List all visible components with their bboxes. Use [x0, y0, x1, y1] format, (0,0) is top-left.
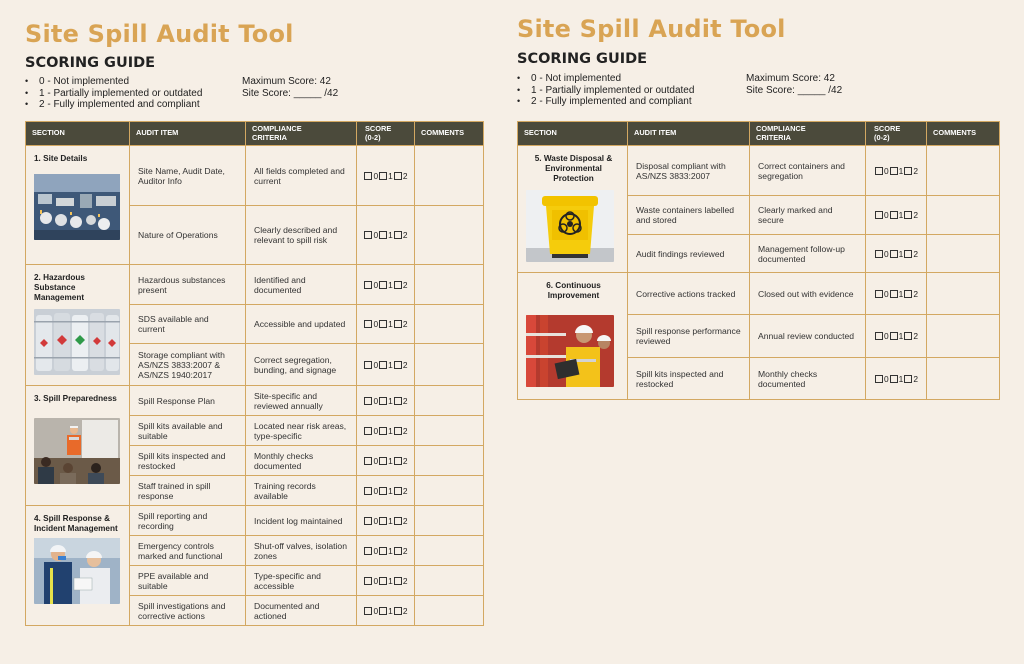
score-checkbox[interactable]	[379, 457, 387, 465]
score-options[interactable]: 0 1 2	[357, 566, 415, 596]
audit-item: Spill kits inspected and restocked	[628, 358, 750, 400]
criteria: Documented and actioned	[246, 596, 357, 626]
col-section: SECTION	[26, 122, 130, 146]
score-checkbox[interactable]	[379, 281, 387, 289]
table-row	[26, 265, 484, 305]
audit-item: PPE available and suitable	[130, 566, 246, 596]
score-checkbox[interactable]	[394, 361, 402, 369]
score-checkbox[interactable]	[890, 250, 898, 258]
score-checkbox[interactable]	[394, 607, 402, 615]
comments-cell[interactable]	[927, 315, 1000, 358]
criteria: Monthly checks documented	[246, 446, 357, 476]
score-checkbox[interactable]	[394, 457, 402, 465]
score-checkbox[interactable]	[394, 547, 402, 555]
audit-item: Storage compliant with AS/NZS 3833:2007 & AS/NZS 1940:2017	[130, 344, 246, 386]
col-criteria: COMPLIANCE CRITERIA	[750, 122, 866, 146]
section-cell	[26, 506, 130, 626]
score-checkbox[interactable]	[394, 577, 402, 585]
page-title: Site Spill Audit Tool	[517, 15, 786, 43]
score-checkbox[interactable]	[904, 332, 912, 340]
score-checkbox[interactable]	[379, 361, 387, 369]
comments-cell[interactable]	[415, 305, 484, 344]
score-checkbox[interactable]	[890, 290, 898, 298]
table-header-row	[26, 122, 484, 146]
scoring-guide-heading: SCORING GUIDE	[517, 51, 648, 67]
section-cell	[26, 146, 130, 265]
criteria: Identified and documented	[246, 265, 357, 305]
site-score: Site Score: _____ /42	[746, 84, 843, 96]
score-checkbox[interactable]	[364, 487, 372, 495]
section-name: 6. Continuous Improvement	[546, 281, 601, 300]
col-score: SCORE (0-2)	[357, 122, 415, 146]
comments-cell[interactable]	[415, 596, 484, 626]
score-checkbox[interactable]	[364, 172, 372, 180]
audit-item: SDS available and current	[130, 305, 246, 344]
score-checkbox[interactable]	[875, 211, 883, 219]
score-options[interactable]: 0 1 2	[357, 446, 415, 476]
score-options[interactable]: 0 1 2	[357, 305, 415, 344]
comments-cell[interactable]	[415, 446, 484, 476]
score-checkbox[interactable]	[875, 290, 883, 298]
score-options[interactable]: 0 1 2	[357, 596, 415, 626]
score-checkbox[interactable]	[364, 427, 372, 435]
legend-item: • 0 - Not implemented	[25, 76, 202, 88]
section-cell	[518, 146, 628, 273]
criteria: Type-specific and accessible	[246, 566, 357, 596]
audit-item: Emergency controls marked and functional	[130, 536, 246, 566]
score-checkbox[interactable]	[394, 231, 402, 239]
biohazard-bin-photo	[526, 190, 614, 262]
criteria: All fields completed and current	[246, 146, 357, 206]
score-checkbox[interactable]	[364, 361, 372, 369]
chemical-drums-photo	[34, 309, 120, 375]
comments-cell[interactable]	[415, 536, 484, 566]
col-comments: COMMENTS	[927, 122, 1000, 146]
comments-cell[interactable]	[927, 196, 1000, 235]
table-row	[26, 386, 484, 416]
comments-cell[interactable]	[415, 416, 484, 446]
score-options[interactable]: 0 1 2	[357, 386, 415, 416]
col-criteria: COMPLIANCE CRITERIA	[246, 122, 357, 146]
score-options[interactable]: 0 1 2	[357, 506, 415, 536]
score-checkbox[interactable]	[890, 332, 898, 340]
score-checkbox[interactable]	[379, 427, 387, 435]
criteria: Training records available	[246, 476, 357, 506]
criteria: Annual review conducted	[750, 315, 866, 358]
section-name: 3. Spill Preparedness	[34, 394, 117, 403]
audit-item: Corrective actions tracked	[628, 273, 750, 315]
scoring-legend	[25, 76, 202, 111]
score-checkbox[interactable]	[394, 517, 402, 525]
legend-item: • 2 - Fully implemented and compliant	[517, 96, 694, 108]
comments-cell[interactable]	[415, 566, 484, 596]
section-cell	[26, 386, 130, 506]
score-checkbox[interactable]	[875, 332, 883, 340]
criteria: Monthly checks documented	[750, 358, 866, 400]
score-checkbox[interactable]	[379, 487, 387, 495]
scoring-legend	[517, 73, 694, 108]
score-checkbox[interactable]	[890, 375, 898, 383]
score-checkbox[interactable]	[394, 487, 402, 495]
criteria: Clearly marked and secure	[750, 196, 866, 235]
score-checkbox[interactable]	[364, 397, 372, 405]
audit-item: Hazardous substances present	[130, 265, 246, 305]
audit-item: Spill kits available and suitable	[130, 416, 246, 446]
table-row	[518, 273, 1000, 315]
score-checkbox[interactable]	[379, 577, 387, 585]
max-score: Maximum Score: 42	[242, 76, 331, 87]
legend-item: • 1 - Partially implemented or outdated	[25, 88, 202, 100]
workers-inspection-photo	[34, 538, 120, 604]
table-row	[26, 506, 484, 536]
criteria: Clearly described and relevant to spill risk	[246, 206, 357, 265]
max-score: Maximum Score: 42	[746, 73, 835, 84]
score-checkbox[interactable]	[364, 281, 372, 289]
table-row	[518, 146, 1000, 196]
score-summary	[242, 76, 338, 99]
score-checkbox[interactable]	[890, 211, 898, 219]
comments-cell[interactable]	[415, 265, 484, 305]
score-checkbox[interactable]	[394, 172, 402, 180]
score-checkbox[interactable]	[379, 547, 387, 555]
criteria: Located near risk areas, type-specific	[246, 416, 357, 446]
score-checkbox[interactable]	[394, 427, 402, 435]
section-name: 1. Site Details	[34, 154, 88, 163]
score-summary	[746, 73, 842, 96]
audit-item: Spill reporting and recording	[130, 506, 246, 536]
score-options[interactable]: 0 1 2	[357, 146, 415, 206]
section-cell	[518, 273, 628, 400]
col-comments: COMMENTS	[415, 122, 484, 146]
criteria: Site-specific and reviewed annually	[246, 386, 357, 416]
audit-item: Site Name, Audit Date, Auditor Info	[130, 146, 246, 206]
score-checkbox[interactable]	[904, 211, 912, 219]
criteria: Closed out with evidence	[750, 273, 866, 315]
score-checkbox[interactable]	[394, 397, 402, 405]
score-checkbox[interactable]	[364, 607, 372, 615]
criteria: Incident log maintained	[246, 506, 357, 536]
site-score: Site Score: _____ /42	[242, 87, 339, 99]
section-name: 2. Hazardous Substance Management	[34, 273, 85, 302]
score-options[interactable]: 0 1 2	[357, 536, 415, 566]
score-checkbox[interactable]	[379, 607, 387, 615]
score-options[interactable]: 0 1 2	[357, 265, 415, 305]
criteria: Management follow-up documented	[750, 235, 866, 273]
comments-cell[interactable]	[927, 235, 1000, 273]
col-section: SECTION	[518, 122, 628, 146]
score-options[interactable]: 0 1 2	[357, 416, 415, 446]
workers-review-photo	[526, 315, 614, 387]
score-checkbox[interactable]	[379, 320, 387, 328]
page-title: Site Spill Audit Tool	[25, 20, 294, 48]
score-checkbox[interactable]	[364, 577, 372, 585]
audit-item: Audit findings reviewed	[628, 235, 750, 273]
section-name: 4. Spill Response & Incident Management	[34, 514, 118, 533]
score-checkbox[interactable]	[364, 320, 372, 328]
audit-item: Spill Response Plan	[130, 386, 246, 416]
comments-cell[interactable]	[415, 206, 484, 265]
comments-cell[interactable]	[415, 386, 484, 416]
score-checkbox[interactable]	[364, 547, 372, 555]
score-checkbox[interactable]	[379, 397, 387, 405]
score-checkbox[interactable]	[875, 250, 883, 258]
score-options[interactable]: 0 1 2	[866, 196, 927, 235]
comments-cell[interactable]	[415, 476, 484, 506]
score-checkbox[interactable]	[394, 320, 402, 328]
comments-cell[interactable]	[415, 344, 484, 386]
section-cell	[26, 265, 130, 386]
audit-table	[25, 121, 484, 626]
audit-item: Nature of Operations	[130, 206, 246, 265]
score-options[interactable]: 0 1 2	[357, 206, 415, 265]
col-item: AUDIT ITEM	[628, 122, 750, 146]
table-row	[26, 146, 484, 206]
score-checkbox[interactable]	[364, 457, 372, 465]
score-checkbox[interactable]	[875, 375, 883, 383]
comments-cell[interactable]	[927, 273, 1000, 315]
criteria: Shut-off valves, isolation zones	[246, 536, 357, 566]
criteria: Accessible and updated	[246, 305, 357, 344]
audit-item: Spill investigations and corrective actions	[130, 596, 246, 626]
col-score: SCORE (0-2)	[866, 122, 927, 146]
score-options[interactable]: 0 1 2	[357, 476, 415, 506]
score-options[interactable]: 0 1 2	[357, 344, 415, 386]
comments-cell[interactable]	[927, 358, 1000, 400]
score-checkbox[interactable]	[394, 281, 402, 289]
audit-item: Disposal compliant with AS/NZS 3833:2007	[628, 146, 750, 196]
criteria: Correct segregation, bunding, and signage	[246, 344, 357, 386]
audit-item: Staff trained in spill response	[130, 476, 246, 506]
audit-table	[517, 121, 1000, 400]
score-checkbox[interactable]	[904, 250, 912, 258]
score-checkbox[interactable]	[904, 375, 912, 383]
score-checkbox[interactable]	[904, 290, 912, 298]
table-header-row	[518, 122, 1000, 146]
comments-cell[interactable]	[415, 506, 484, 536]
score-options[interactable]: 0 1 2	[866, 315, 927, 358]
comments-cell[interactable]	[415, 146, 484, 206]
score-checkbox[interactable]	[379, 172, 387, 180]
score-checkbox[interactable]	[364, 231, 372, 239]
audit-item: Spill kits inspected and restocked	[130, 446, 246, 476]
score-checkbox[interactable]	[904, 167, 912, 175]
section-name: 5. Waste Disposal & Environmental Protection	[534, 154, 613, 183]
criteria: Correct containers and segregation	[750, 146, 866, 196]
training-session-photo	[34, 418, 120, 484]
col-item: AUDIT ITEM	[130, 122, 246, 146]
legend-item: • 0 - Not implemented	[517, 73, 694, 85]
score-options[interactable]: 0 1 2	[866, 273, 927, 315]
comments-cell[interactable]	[927, 146, 1000, 196]
audit-item: Waste containers labelled and stored	[628, 196, 750, 235]
legend-item: • 2 - Fully implemented and compliant	[25, 99, 202, 111]
score-options[interactable]: 0 1 2	[866, 235, 927, 273]
score-checkbox[interactable]	[379, 231, 387, 239]
scoring-guide-heading: SCORING GUIDE	[25, 55, 156, 71]
industrial-site-photo	[34, 174, 120, 240]
audit-item: Spill response performance reviewed	[628, 315, 750, 358]
score-options[interactable]: 0 1 2	[866, 358, 927, 400]
score-checkbox[interactable]	[890, 167, 898, 175]
legend-item: • 1 - Partially implemented or outdated	[517, 85, 694, 97]
score-checkbox[interactable]	[875, 167, 883, 175]
score-options[interactable]: 0 1 2	[866, 146, 927, 196]
score-checkbox[interactable]	[379, 517, 387, 525]
score-checkbox[interactable]	[364, 517, 372, 525]
